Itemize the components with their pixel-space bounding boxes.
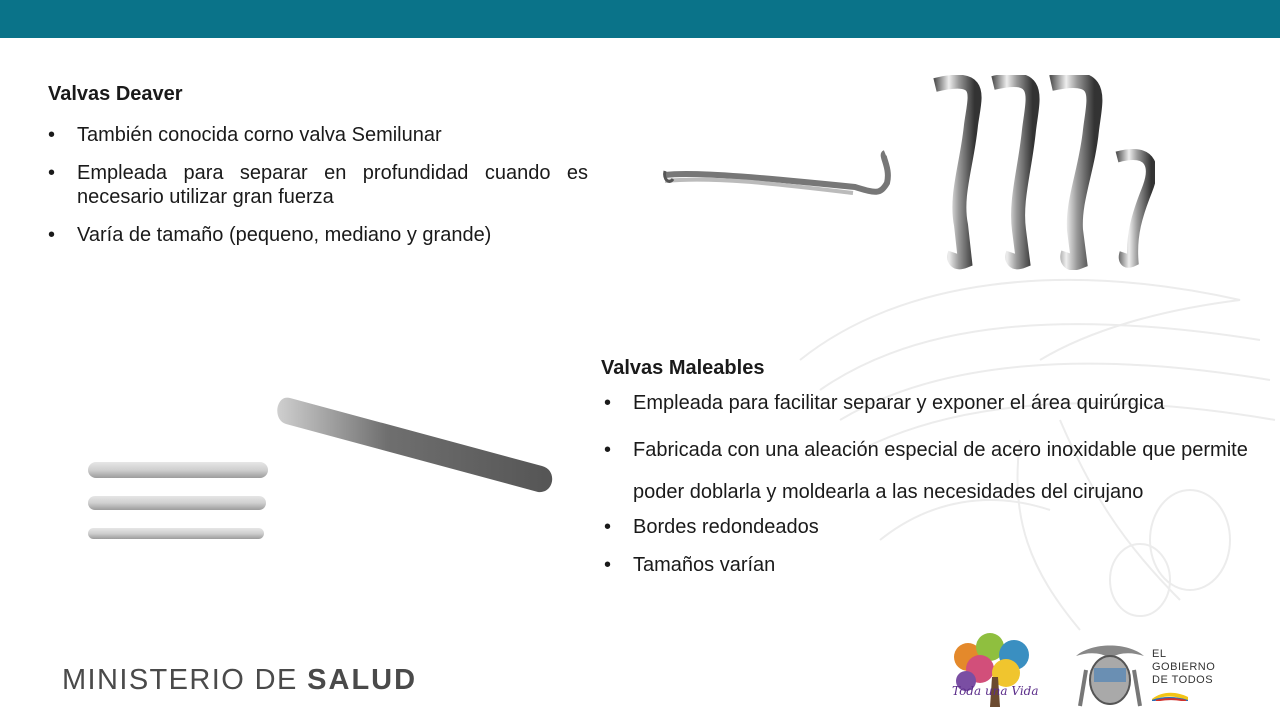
ministry-wordmark [62, 664, 417, 697]
deaver-bullet: • También conocida corno valva Semilunar [48, 123, 588, 147]
gobierno-line: EL [1152, 648, 1167, 660]
tree-logo-icon [946, 633, 1042, 709]
deaver-bullet: • Varía de tamaño (pequeno, mediano y grande) [48, 223, 588, 247]
header-bar [0, 0, 1280, 38]
deaver-title: Valvas Deaver [48, 83, 183, 105]
gobierno-line: GOBIERNO [1152, 661, 1216, 673]
flag-stripe-icon [1152, 689, 1188, 701]
ministry-text: MINISTERIO DE [62, 664, 308, 696]
gobierno-wordmark [1152, 648, 1215, 701]
maleables-title: Valvas Maleables [601, 357, 765, 379]
maleables-bullet: • Empleada para facilitar separar y exponer el área quirúrgica [604, 391, 1280, 415]
maleables-bullet: • Tamaños varían [604, 553, 1280, 577]
coat-of-arms-icon [1072, 640, 1148, 708]
deaver-retractors-image [655, 75, 1155, 270]
deaver-bullets [48, 123, 588, 247]
gobierno-line: DE TODOS [1152, 674, 1214, 686]
maleables-bullet: • Fabricada con una aleación especial de acero inoxidable que permite poder doblarla y moldearla a las necesidades del cirujano [604, 429, 1258, 513]
malleable-retractors-image [82, 390, 562, 550]
salud-text: SALUD [307, 664, 418, 696]
deaver-bullet: • Empleada para separar en profundidad cuando es necesario utilizar gran fuerza [48, 161, 588, 209]
tree-logo-text: Toda una Vida [952, 684, 1039, 698]
maleables-bullets [604, 391, 1280, 577]
maleables-bullet: • Bordes redondeados [604, 515, 1280, 539]
